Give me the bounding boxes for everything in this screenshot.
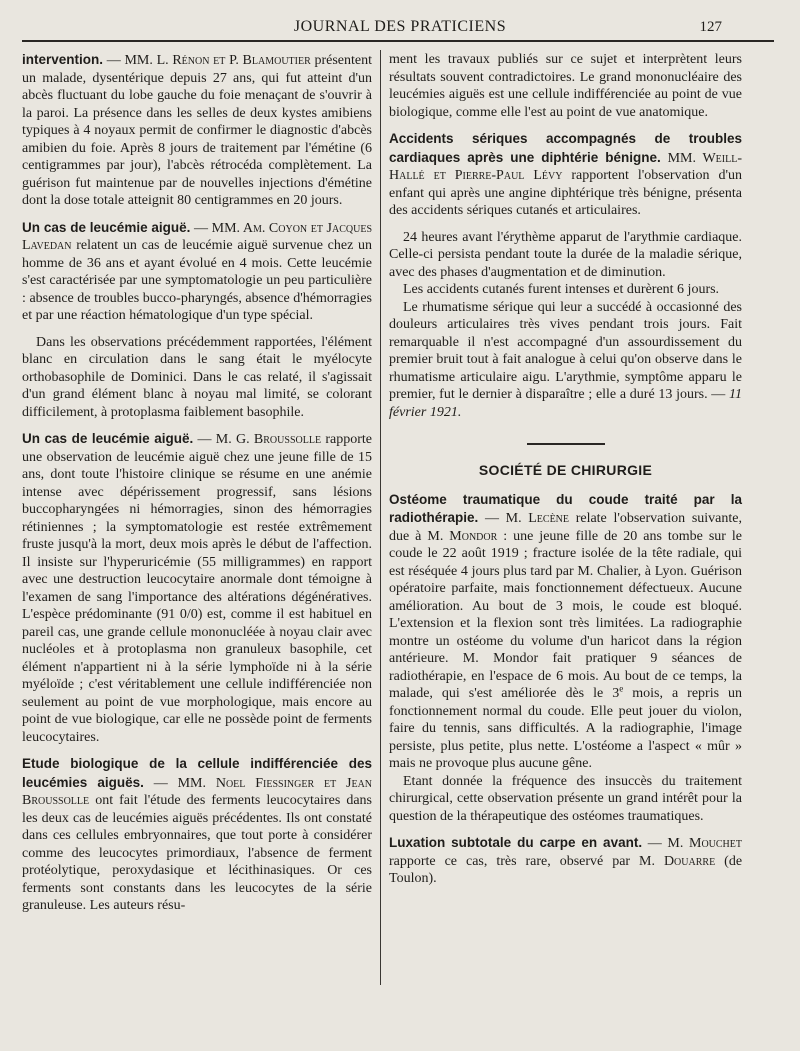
article-body: présentent un malade, dysentérique depuis 27 ans, qui fut atteint d'un abcès fluctuant du lobe gauche du foie menaçant de s'ouvrir à la paroi. La présence dans les selles de deux kystes amibiens typiques à 4 noyaux permit de confirmer le diagnostic d'abcès amibien du foie. Après 8 jours de traitement par l'émétine (6 centigrammes par jour), l'abcès rétrocéda complètement. La guérison fut maintenue par de nouvelles injections d'émétine dont la dose totale atteignit 80 centigrammes en 20 jours. <box>22 53 373 208</box>
article-heading: Un cas de leucémie aiguë. <box>22 431 194 446</box>
article-paragraph: Dans les observations précédemment rapportées, l'élément blanc en circulation dans le sang était le myélocyte orthobasophile de Dominici. Dans le cas relaté, il s'agissait d'un grand élément blanc à noyau mal limité, se colorant difficilement, à protoplasma faiblement basophile. <box>22 334 372 420</box>
article-authors: M. G. Broussolle <box>215 432 322 447</box>
article-osteoma: Ostéome traumatique du coude traité par la radiothérapie. — M. Lecène relate l'observation suivante, due à M. Mondor : une jeune fille de 20 ans tombe sur le coude le 22 août 1919 ; fracture isolée de la tête radiale, qui est réséquée 4 jours plus tard par M. Chalier, à Lyon. Guérison opératoire parfaite, mais fonctionnement défectueux. Aucune amélioration. Au bout de 3 mois, le coude est bloqué. L'extension et la flexion sont très limitées. La radiographie montre un ostéome du volume d'un haricot dans la région antérieure. M. Mondor fait pratiquer 9 séances de radiothérapie, en l'espace de 6 mois. Au bout de ce temps, la malade, qui s'est améliorée dès le 3e mois, a repris un fonctionnement normal du coude. Elle peut jouer du violon, faire du tennis, sans difficultés. A la radiographie, l'image persiste, plus petite, plus nette. L'ostéome a l'aspect « mûr » mais ne provoque plus aucune gêne. <box>389 491 743 771</box>
page-number: 127 <box>699 19 722 35</box>
section-title: SOCIÉTÉ DE CHIRURGIE <box>478 462 653 478</box>
article-authors: MM. L. Rénon et P. Blamoutier <box>124 53 311 68</box>
article-body: rapporte ce cas, très rare, observé par <box>389 853 631 869</box>
article-acute-leukemia-broussolle: Un cas de leucémie aiguë. — M. G. Broussolle rapporte une observation de leucémie aiguë chez une jeune fille de 15 ans, dont toute l'histoire clinique se résume en une anémie intense avec dépérissement progressif, sans lésions buccopharyngées ni hémorragies, sinon des hémorragies rétiniennes ; la symptomatologie est restée extrêmement fruste jusqu'à la mort, deux mois après le début de l'affection. Il insiste sur l'hyperuricémie (55 milligrammes) en rapport avec une destruction leucocytaire anormale dont témoigne à l'examen de sang l'importance des altérations dégénératives. L'espèce prédominante (91 0/0) est, comme il est habituel en pareil cas, une grande cellule mononucléée à noyau clair avec nucléoles et à protoplasma non granuleux basophile, cet élément n'appartient ni à la série lymphoïde ni à la série myéloïde ; c'est véritablement une cellule indifférenciée non seulement au point de vue morphologique, mais encore au point de vue biologique, car elle ne possède point de ferments leucocytaires. <box>22 431 373 745</box>
article-heading: Accidents sériques accompagnés de troubles cardiaques après une diphtérie bénigne. <box>389 131 742 165</box>
article-heading: Luxation subtotale du carpe en avant. <box>389 835 643 850</box>
article-authors: MM. Weill-Hallé et Pierre-Paul Lévy <box>389 150 742 183</box>
ordinal-suffix: e <box>619 683 624 694</box>
article-paragraph <box>389 299 742 422</box>
article-body: relatent un cas de leucémie aiguë survenue chez un homme de 36 ans et ayant évolué en 4 mois. Cette leucémie s'est caractérisée par une symptomatologie un peu particulière : absence de troubles bucco-pharyngés, absence d'hémorragies et par une réaction hématologique d'un type spécial. <box>22 238 372 323</box>
article-body: : une jeune fille de 20 ans tombe sur le coude le 22 août 1919 ; fracture isolée de la tête radiale, qui est réséquée 4 jours plus tard par M. Chalier, à Lyon. Guérison opératoire parfaite, mais fonctionnement défectueux. Aucune amélioration. Au bout de 3 mois, le coude est bloqué. L'extension et la flexion sont très limitées. La radiographie montre un ostéome du volume d'un haricot dans la région antérieure. M. Mondor fait pratiquer 9 séances de radiothérapie, en l'espace de 6 mois. Au bout de ce temps, la malade, qui s'est améliorée dès le <box>389 528 743 701</box>
article-authors: M. Lecène <box>505 511 570 526</box>
header-rule <box>22 40 774 42</box>
article-doctor: M. Douarre <box>639 853 716 869</box>
article-amoebic-abscess: intervention. — MM. L. Rénon et P. Blamoutier présentent un malade, dysentérique depuis 27 ans, qui fut atteint d'un abcès fluctuant du lobe gauche du foie menaçant de s'ouvrir à la paroi. La présence dans les selles de deux kystes amibiens typiques à 4 noyaux permit de confirmer le diagnostic d'abcès amibien du foie. Après 8 jours de traitement par l'émétine (6 centigrammes par jour), l'abcès rétrocéda complètement. La guérison fut maintenue par de nouvelles injections d'émétine dont la dose totale atteignit 80 centigrammes en 20 jours. <box>22 52 373 208</box>
article-heading: Ostéome traumatique du coude traité par la radiothérapie. <box>389 491 742 525</box>
article-body: relate l'observation suivante, due à <box>389 511 742 544</box>
column-divider <box>380 50 381 985</box>
article-authors: MM. Am. Coyon et Jacques Lavedan <box>22 220 373 253</box>
article-body: mois, a repris un fonctionnement normal du coude. Elle peut jouer du violon, faire du tennis, sans difficultés. A la radiographie, l'image persiste, plus petite, plus nette. L'ostéome a l'aspect « mûr » mais ne provoque plus aucune gêne. <box>389 686 743 771</box>
article-heading: intervention. <box>22 52 104 67</box>
article-body: (de Toulon). <box>389 853 743 886</box>
article-serum-accidents <box>389 130 742 220</box>
article-continuation: ment les travaux publiés sur ce sujet et interprètent leurs résultats souvent contradictoires. Le grand mononucléaire des leucémies aiguës est une cellule indifférenciée au point de vue biologique, comme elle l'est au point de vue anatomique. <box>389 52 742 120</box>
right-column <box>389 51 742 897</box>
session-date: 11 février 1921. <box>389 387 742 420</box>
article-heading: Un cas de leucémie aiguë. <box>22 219 191 235</box>
article-paragraph: 24 heures avant l'érythème apparut de l'arythmie cardiaque. Celle-ci persista pendant toute la durée de la maladie sérique, avec des phases d'augmentation et de diminution. <box>389 229 742 280</box>
article-body: Le rhumatisme sérique qui leur a succédé à occasionné des douleurs articulaires très vives pendant trois jours. Fait remarquable il n'est accompagné d'un assourdissement du premier bruit tout à fait analogue à celui qu'on observe dans le rhumatisme articulaire aigu. L'arythmie, symptôme apparu le premier, fut le dernier à disparaître ; elle a duré 13 jours. — <box>389 299 742 402</box>
section-divider <box>527 443 605 445</box>
journal-title: JOURNAL DES PRATICIENS <box>293 18 507 35</box>
article-acute-leukemia-coyon: Un cas de leucémie aiguë. — MM. Am. Coyon et Jacques Lavedan relatent un cas de leucémie aiguë survenue chez un homme de 36 ans et ayant évolué en 4 mois. Cette leucémie s'est caractérisée par une symptomatologie un peu particulière : absence de troubles bucco-pharyngés, absence d'hémorragies et par une réaction hématologique d'un type spécial. <box>22 219 373 323</box>
article-authors: MM. Noel Fiessinger et Jean Broussolle <box>22 775 373 808</box>
article-body: ont fait l'étude des ferments leucocytaires dans les deux cas de leucémies aiguës précédentes. Ils ont constaté dans ces cellules embryonnaires, que tout porte à considérer comme des leucocytes primordiaux, l'absence de ferment protéolytique, peroxydasique et lécithinasiques. Or ces ferments sont constants dans les leucocytes de la série granuleuse. Les auteurs résu- <box>22 793 372 913</box>
article-carpal-luxation: Luxation subtotale du carpe en avant. — M. Mouchet rapporte ce cas, très rare, observé par M. Douarre (de Toulon). <box>389 835 743 886</box>
month-number: 3 <box>612 686 620 701</box>
article-doctor: M. Mondor <box>427 528 498 544</box>
article-undifferentiated-cell: Etude biologique de la cellule indifférenciée des leucémies aiguës. — MM. Noel Fiessinger et Jean Broussolle ont fait l'étude des ferments leucocytaires dans les deux cas de leucémies aiguës précédentes. Ils ont constaté dans ces cellules embryonnaires, que tout porte à considérer comme des leucocytes primordiaux, l'absence de ferment protéolytique, peroxydasique et lécithinasiques. Or ces ferments sont constants dans les leucocytes de la série granuleuse. Les auteurs résu- <box>22 756 373 913</box>
running-head <box>20 14 780 38</box>
article-paragraph: Les accidents cutanés furent intenses et durèrent 6 jours. <box>403 282 720 297</box>
article-paragraph: Etant donnée la fréquence des insuccès du traitement chirurgical, cette observation présente un grand intérêt pour la question de la thérapeutique des ostéomes traumatiques. <box>389 773 742 824</box>
article-body: rapportent l'observation d'un enfant qui après une angine diphtérique très bénigne, présenta des accidents sériques cutanés et articulaires. <box>389 168 743 218</box>
article-authors: M. Mouchet <box>667 836 742 851</box>
left-column <box>22 51 372 924</box>
article-body: rapporte une observation de leucémie aiguë chez une jeune fille de 15 ans, dont toute l'histoire clinique se résume en une anémie intense avec dépérissement progressif, sans lésions buccopharyngées ni hémorragies, sinon des hémorragies rétiniennes ; la symptomatologie est restée extrêmement fruste jusqu'à la mort, deux mois après le début de l'affection. Il insiste sur l'hyperuricémie (55 milligrammes) en rapport avec une destruction leucocytaire anormale dont témoigne à l'examen de sang l'importance des altérations dégénératives. L'espèce prédominante (91 0/0) est, comme il est habituel en pareil cas, une grande cellule mononucléée à noyau clair avec nucléoles et à protoplasma non granuleux basophile, cet élément n'appartient ni à la série lymphoïde ni à la série myéloïde ; c'est véritablement une cellule indifférenciée non seulement au point de vue morphologique, mais encore au point de vue biologique, car elle ne possède point de ferments leucocytaires. <box>22 432 373 745</box>
article-heading: Etude biologique de la cellule indifférenciée des leucémies aiguës. <box>22 756 372 790</box>
